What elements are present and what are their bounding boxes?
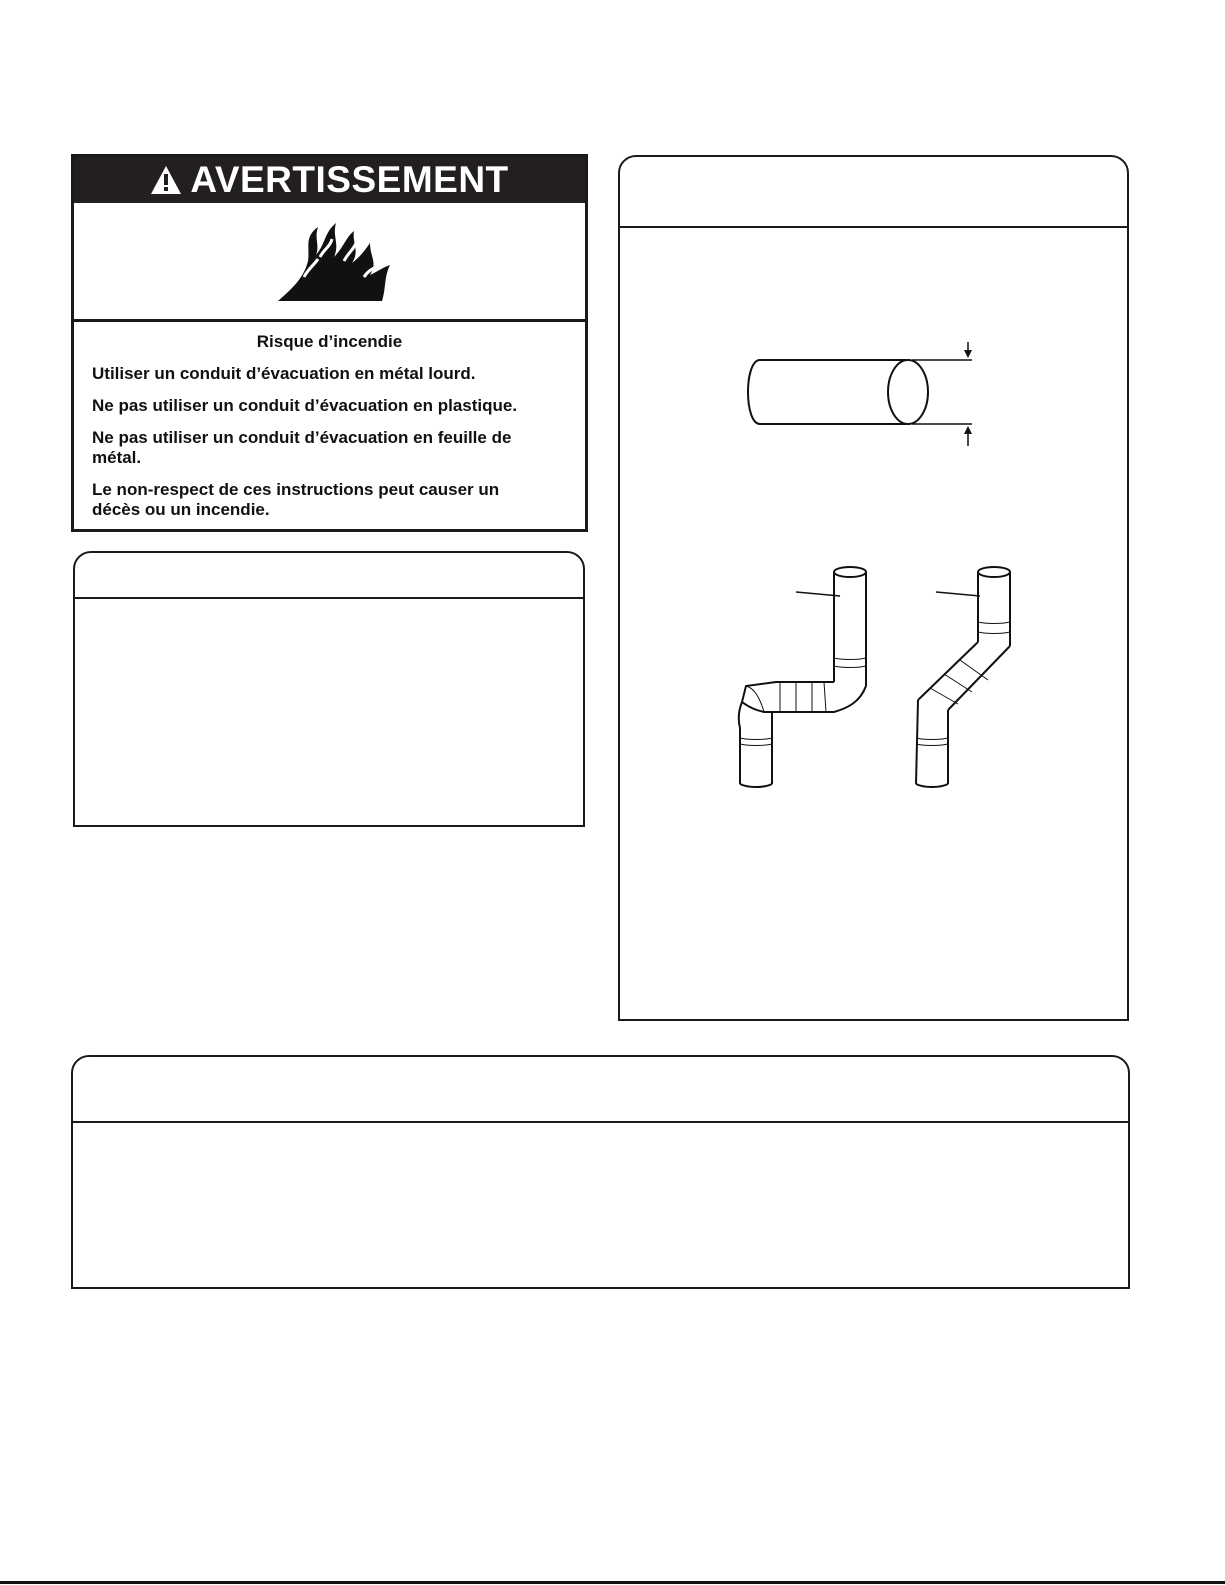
warning-triangle-icon: [150, 165, 182, 195]
warning-pictogram-area: [74, 203, 585, 322]
page-bottom-rule: [0, 1581, 1225, 1584]
info-panel-right: [618, 155, 1129, 1021]
vent-elbow-90-degree-illustration: [720, 562, 880, 792]
warning-line-4: Le non-respect de ces instructions peut causer un décès ou un incendie.: [92, 480, 500, 519]
warning-box: [71, 154, 588, 532]
rigid-duct-cylinder-illustration: [740, 342, 1000, 452]
warning-header-text: AVERTISSEMENT: [190, 159, 509, 200]
info-panel-left: [73, 551, 585, 827]
warning-line-2: Ne pas utiliser un conduit d’évacuation en plastique.: [92, 396, 518, 415]
warning-line-1: Utiliser un conduit d’évacuation en métal lourd.: [92, 364, 476, 383]
vent-elbow-45-degree-illustration: [900, 562, 1040, 792]
panel-divider: [75, 597, 583, 599]
warning-title: Risque d’incendie: [256, 332, 403, 351]
flame-icon: [274, 217, 394, 307]
warning-line-3: Ne pas utiliser un conduit d’évacuation en feuille de métal.: [92, 428, 512, 467]
warning-body: [74, 322, 585, 529]
panel-divider: [620, 226, 1127, 228]
warning-header: [74, 157, 585, 203]
info-panel-bottom: [71, 1055, 1130, 1289]
panel-divider: [73, 1121, 1128, 1123]
